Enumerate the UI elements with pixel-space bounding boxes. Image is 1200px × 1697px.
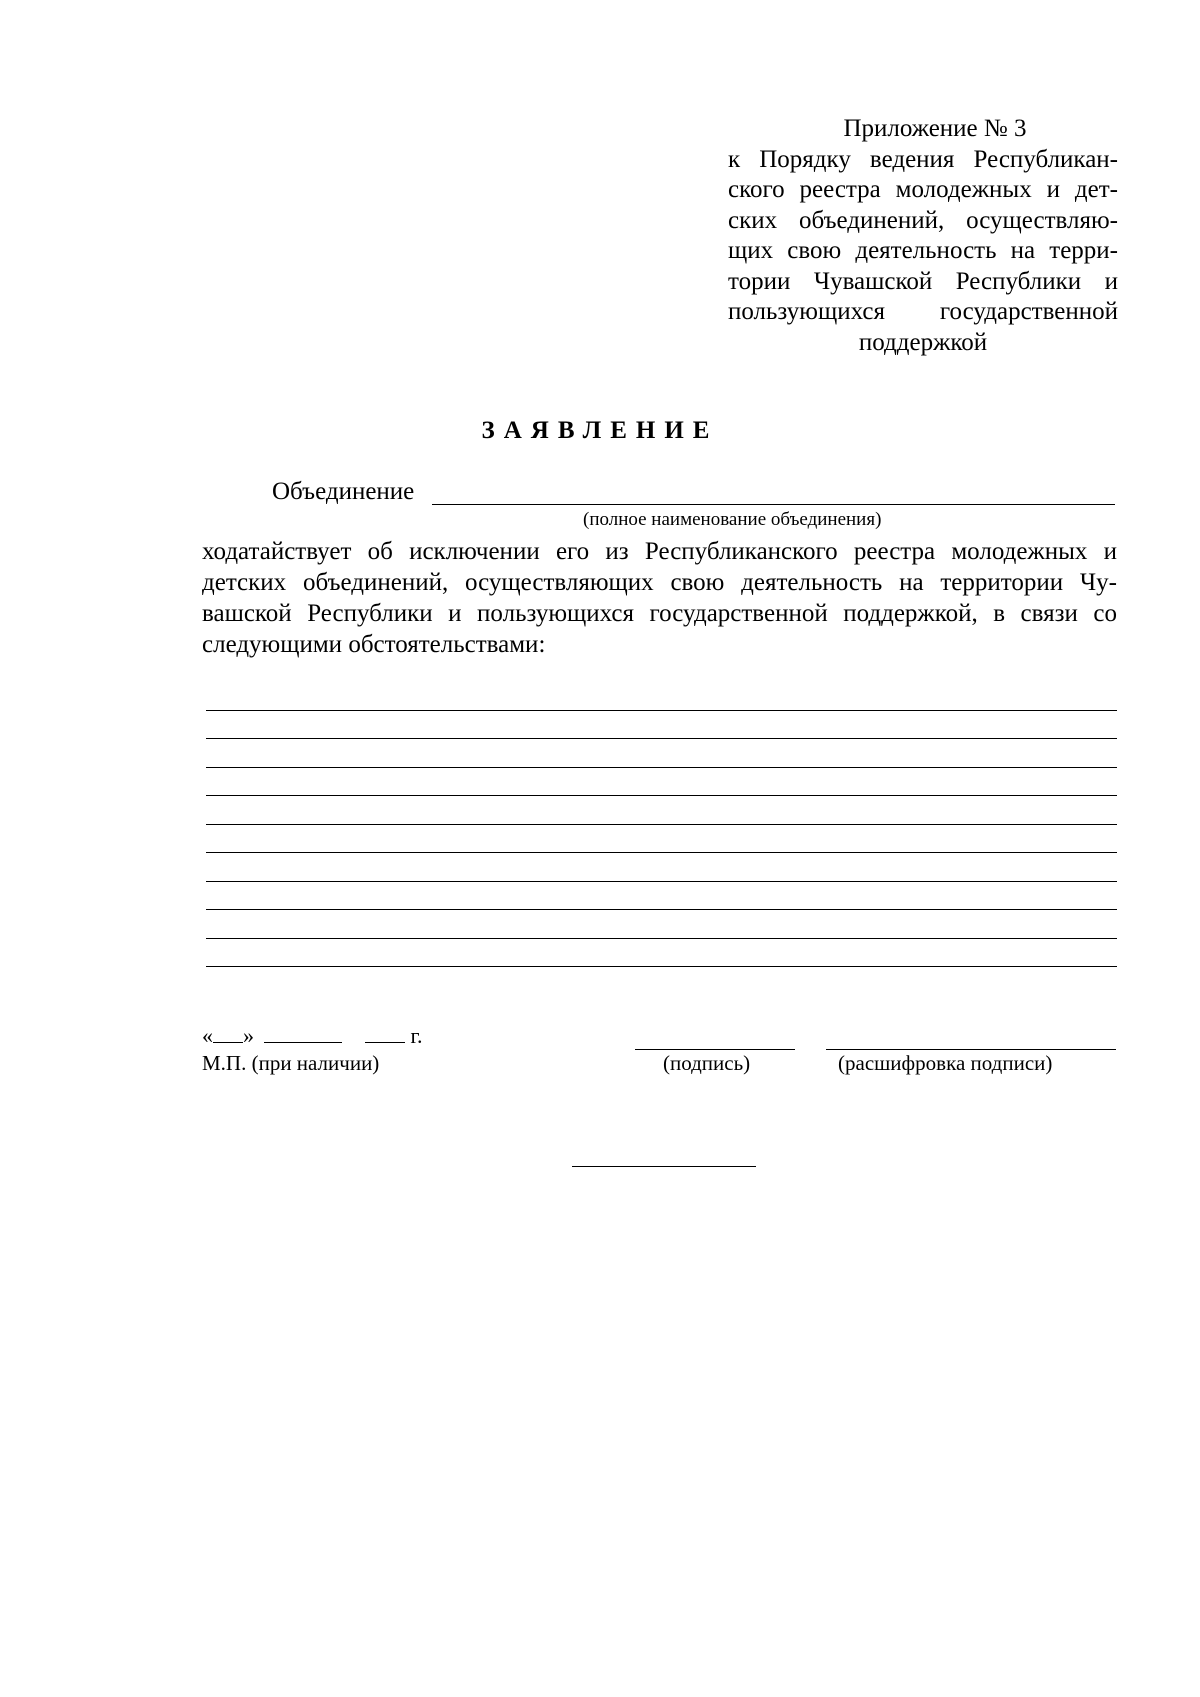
signature-decoding-caption: (расшифровка подписи)	[838, 1051, 1053, 1075]
appendix-line: ского реестра молодежных и дет-	[728, 176, 1118, 203]
petition-line: детских объединений, осуществляющих свою деятельность на территории Чу-	[202, 569, 1117, 596]
bottom-separator	[572, 1166, 756, 1167]
day-field[interactable]	[213, 1024, 243, 1043]
year-field[interactable]	[365, 1024, 405, 1043]
date-line	[202, 1023, 423, 1049]
appendix-title: Приложение № 3	[843, 115, 1027, 142]
signature-field[interactable]	[635, 1049, 795, 1050]
appendix-line: тории Чувашской Республики и	[728, 267, 1118, 295]
petition-line: ходатайствует об исключении его из Республиканского реестра молодежных и	[202, 538, 1117, 565]
organization-caption: (полное наименование объединения)	[583, 509, 882, 530]
month-field[interactable]	[264, 1024, 342, 1043]
signature-caption: (подпись)	[663, 1051, 751, 1075]
petition-line: вашской Республики и пользующихся государственной поддержкой, в связи со	[202, 600, 1117, 627]
organization-label: Объединение	[272, 478, 415, 505]
appendix-line: ских объединений, осуществляю-	[728, 206, 1118, 234]
document-title: ЗАЯВЛЕНИЕ	[481, 417, 719, 444]
year-suffix: г.	[410, 1023, 423, 1048]
date-open-quote: «	[202, 1023, 213, 1048]
appendix-line: щих свою деятельность на терри-	[728, 237, 1118, 264]
date-close-quote: »	[243, 1023, 254, 1048]
stamp-label: М.П. (при наличии)	[202, 1051, 380, 1075]
appendix-line: к Порядку ведения Республикан-	[728, 145, 1118, 173]
petition-line: следующими обстоятельствами:	[202, 631, 546, 658]
appendix-line: пользующихся государственной	[728, 298, 1118, 325]
appendix-last-line: поддержкой	[858, 328, 988, 356]
signature-decoding-field[interactable]	[826, 1049, 1116, 1050]
